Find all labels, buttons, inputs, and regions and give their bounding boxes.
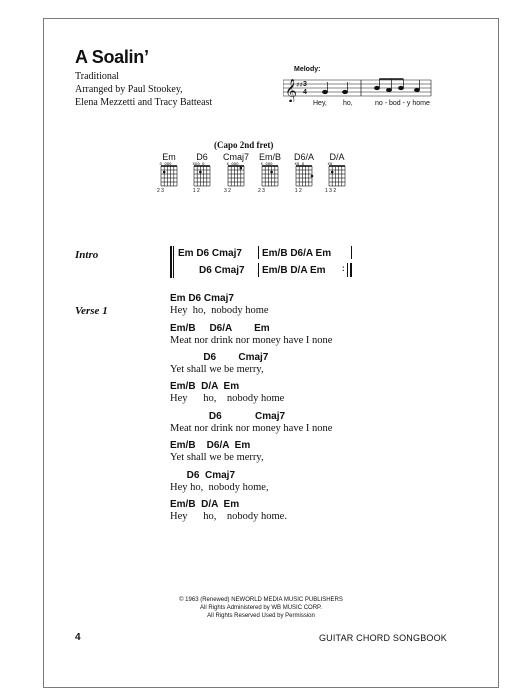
credits bbox=[75, 70, 212, 109]
open-muted-markers: xxo o bbox=[192, 162, 205, 166]
chord-diagram-d-a bbox=[322, 152, 352, 194]
page-frame bbox=[43, 18, 499, 688]
finger-numbers: 1 2 bbox=[292, 188, 302, 194]
svg-text:4: 4 bbox=[303, 89, 307, 96]
finger-numbers: 3 2 bbox=[224, 188, 231, 194]
copyright-notice bbox=[0, 596, 522, 620]
chord-diagram-em bbox=[154, 152, 184, 194]
copyright-line: © 1963 (Renewed) NEWORLD MEDIA MUSIC PUBLISHERS bbox=[179, 597, 343, 603]
finger-numbers: 2 3 bbox=[157, 188, 164, 194]
repeat-end-dots: : bbox=[342, 264, 345, 273]
section-label-intro: Intro bbox=[75, 249, 99, 261]
credit-line: Arranged by Paul Stookey, bbox=[75, 84, 183, 95]
fretboard-grid bbox=[327, 162, 347, 188]
open-muted-markers: o ooo bbox=[159, 162, 172, 166]
open-muted-markers: xo o bbox=[294, 162, 305, 166]
credit-line: Elena Mezzetti and Tracy Batteast bbox=[75, 97, 213, 108]
section-label-verse: Verse 1 bbox=[75, 305, 108, 317]
repeat-end-barline bbox=[350, 263, 352, 277]
chord-name: Cmaj7 bbox=[222, 152, 249, 162]
svg-text:♯♯: ♯♯ bbox=[296, 81, 303, 89]
credit-line: Traditional bbox=[75, 71, 120, 82]
chord-diagram-d6-a bbox=[289, 152, 319, 194]
fretboard-grid bbox=[294, 162, 314, 188]
chord-name: D/A bbox=[329, 152, 345, 162]
finger-dot bbox=[270, 171, 273, 174]
lyric-line: Hey ho, nobody home bbox=[170, 393, 285, 404]
chord-line: Em D6 Cmaj7 bbox=[170, 293, 234, 304]
open-muted-markers: x ooo bbox=[260, 162, 273, 166]
melody-lyric: Hey, bbox=[313, 100, 327, 107]
finger-dot bbox=[163, 171, 166, 174]
finger-numbers: 1 3 2 bbox=[325, 188, 337, 194]
page-number: 4 bbox=[75, 632, 81, 643]
fretboard-grid bbox=[192, 162, 212, 188]
open-muted-markers: x ooo bbox=[226, 162, 239, 166]
copyright-line: All Rights Reserved Used by Permission bbox=[207, 613, 315, 619]
chord-line: Em/B D6/A Em bbox=[170, 323, 270, 334]
lyric-line: Hey ho, nobody home. bbox=[170, 511, 287, 522]
barline bbox=[351, 246, 352, 259]
chord-diagram-d6 bbox=[187, 152, 217, 194]
fretboard-grid bbox=[226, 162, 246, 188]
svg-text:𝄞: 𝄞 bbox=[285, 78, 297, 102]
capo-note: (Capo 2nd fret) bbox=[214, 140, 274, 150]
barline bbox=[258, 263, 259, 277]
chord-line: D6 Cmaj7 bbox=[170, 352, 269, 363]
finger-dot bbox=[331, 171, 334, 174]
melody-label: Melody: bbox=[294, 66, 321, 73]
chord-line: Em/B D/A Em bbox=[170, 499, 240, 510]
finger-dot bbox=[240, 167, 243, 170]
chord-name: D6 bbox=[196, 152, 208, 162]
melody-staff bbox=[283, 76, 433, 102]
chord-name: Em bbox=[162, 152, 176, 162]
lyric-line: Hey ho, nobody home, bbox=[170, 482, 269, 493]
svg-text:3: 3 bbox=[303, 81, 307, 88]
barline bbox=[258, 246, 259, 259]
intro-bar: D6 Cmaj7 bbox=[199, 265, 245, 276]
repeat-dots: : bbox=[170, 248, 175, 257]
chord-line: Em/B D6/A Em bbox=[170, 440, 251, 451]
melody-lyric: ho, bbox=[343, 100, 353, 107]
lyric-line: Hey ho, nobody home bbox=[170, 305, 269, 316]
fretboard-grid bbox=[260, 162, 280, 188]
finger-dot bbox=[199, 171, 202, 174]
chord-diagram-cmaj7 bbox=[221, 152, 251, 194]
lyric-line: Yet shall we be merry, bbox=[170, 452, 264, 463]
chord-name: D6/A bbox=[293, 152, 314, 162]
chord-line: Em/B D/A Em bbox=[170, 381, 240, 392]
lyric-line: Meat nor drink nor money have I none bbox=[170, 423, 333, 434]
song-title: A Soalin’ bbox=[75, 47, 149, 67]
chord-diagram-em-b bbox=[255, 152, 285, 194]
lyric-line: Yet shall we be merry, bbox=[170, 364, 264, 375]
intro-bar: Em/B D/A Em bbox=[262, 265, 326, 276]
finger-dot bbox=[311, 175, 314, 178]
copyright-line: All Rights Administered by WB MUSIC CORP. bbox=[200, 605, 322, 611]
fretboard-grid bbox=[159, 162, 179, 188]
finger-numbers: 1 2 bbox=[190, 188, 200, 194]
book-title-footer: GUITAR CHORD SONGBOOK bbox=[318, 633, 447, 643]
finger-numbers: 2 3 bbox=[258, 188, 265, 194]
chord-name: Em/B bbox=[258, 152, 281, 162]
intro-bar: Em D6 Cmaj7 bbox=[178, 248, 242, 259]
intro-bar: Em/B D6/A Em bbox=[262, 248, 332, 259]
chord-line: D6 Cmaj7 bbox=[170, 411, 286, 422]
chord-line: D6 Cmaj7 bbox=[170, 470, 236, 481]
lyric-line: Meat nor drink nor money have I none bbox=[170, 335, 333, 346]
melody-lyric: no - bod - y home bbox=[375, 100, 430, 107]
open-muted-markers: xo bbox=[327, 162, 333, 166]
repeat-end-thin-line bbox=[347, 263, 348, 277]
